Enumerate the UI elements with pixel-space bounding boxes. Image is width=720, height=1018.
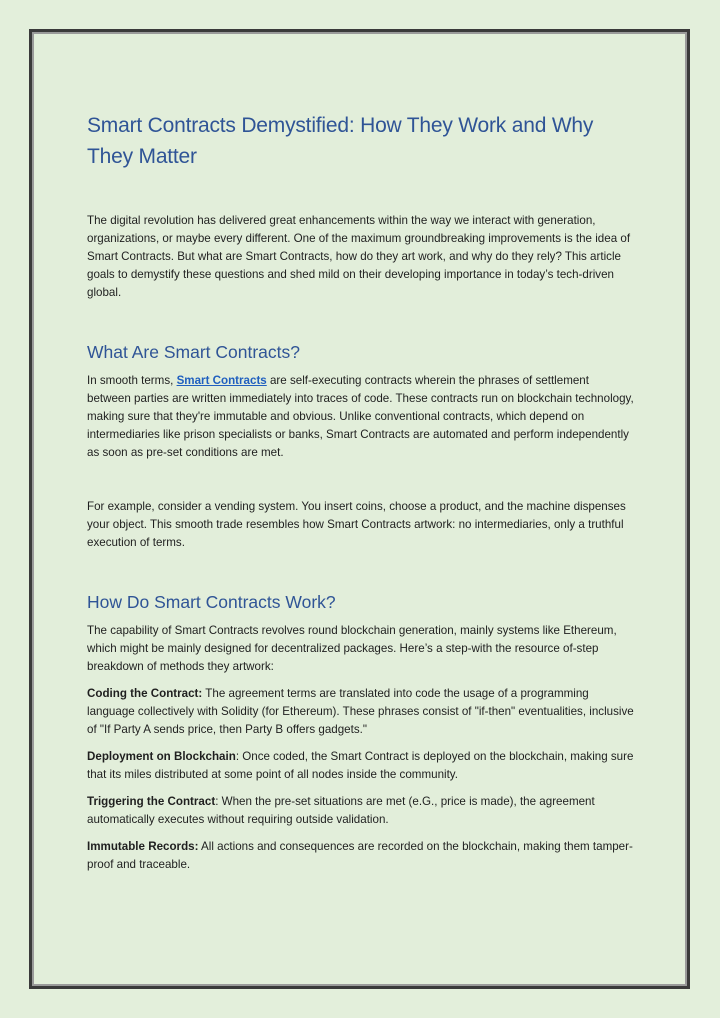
- step-item: [87, 838, 635, 874]
- document-body: [87, 110, 635, 883]
- step-label: Triggering the Contract: [87, 795, 216, 808]
- step-text: All actions and consequences are recorded on the blockchain, making them tamper-proof and traceable.: [87, 840, 633, 871]
- definition-lead: In smooth terms,: [87, 374, 177, 387]
- section-heading-how: How Do Smart Contracts Work?: [87, 592, 336, 612]
- document-title: Smart Contracts Demystified: How They Work and Why They Matter: [87, 114, 594, 168]
- example-paragraph: For example, consider a vending system. You insert coins, choose a product, and the machine dispenses your object. This smooth trade resembles how Smart Contracts artwork: no intermediaries, only a truthful execution of terms.: [87, 500, 626, 549]
- step-text: : Once coded, the Smart Contract is deployed on the blockchain, making sure that its miles distributed at some point of all nodes inside the community.: [87, 750, 634, 781]
- step-text: : When the pre-set situations are met (e.G., price is made), the agreement automatically executes without requiring outside validation.: [87, 795, 595, 826]
- step-text: The agreement terms are translated into code the usage of a programming language collectively with Solidity (for Ethereum). These phrases consist of "if-then" eventualities, inclusive of "If Party A sends price, then Party B offers gadgets.": [87, 687, 634, 736]
- definition-paragraph: [87, 372, 635, 462]
- step-label: Coding the Contract:: [87, 687, 203, 700]
- step-label: Immutable Records:: [87, 840, 199, 853]
- section-heading-what: What Are Smart Contracts?: [87, 342, 300, 362]
- step-item: [87, 685, 635, 739]
- smart-contracts-link[interactable]: Smart Contracts: [176, 374, 267, 387]
- intro-paragraph: The digital revolution has delivered great enhancements within the way we interact with generation, organizations, or maybe every different. One of the maximum groundbreaking improvements is the idea of Smart Contracts. But what are Smart Contracts, how do they art work, and why do they rely? This article goals to demystify these questions and shed mild on their developing importance in today’s tech-driven global.: [87, 214, 631, 299]
- step-label: Deployment on Blockchain: [87, 750, 236, 763]
- step-item: [87, 793, 635, 829]
- step-item: [87, 748, 635, 784]
- how-intro-paragraph: The capability of Smart Contracts revolves round blockchain generation, mainly systems like Ethereum, which might be mainly designed for decentralized packages. Here’s a step-with the resource of-step breakdown of methods they artwork:: [87, 624, 617, 673]
- definition-rest: are self-executing contracts wherein the phrases of settlement between parties are written immediately into traces of code. These contracts run on blockchain technology, making sure that they're immutable and obvious. Unlike conventional contracts, which depend on intermediaries like prison specialists or banks, Smart Contracts are automated and perform independently as soon as pre-set conditions are met.: [87, 374, 634, 459]
